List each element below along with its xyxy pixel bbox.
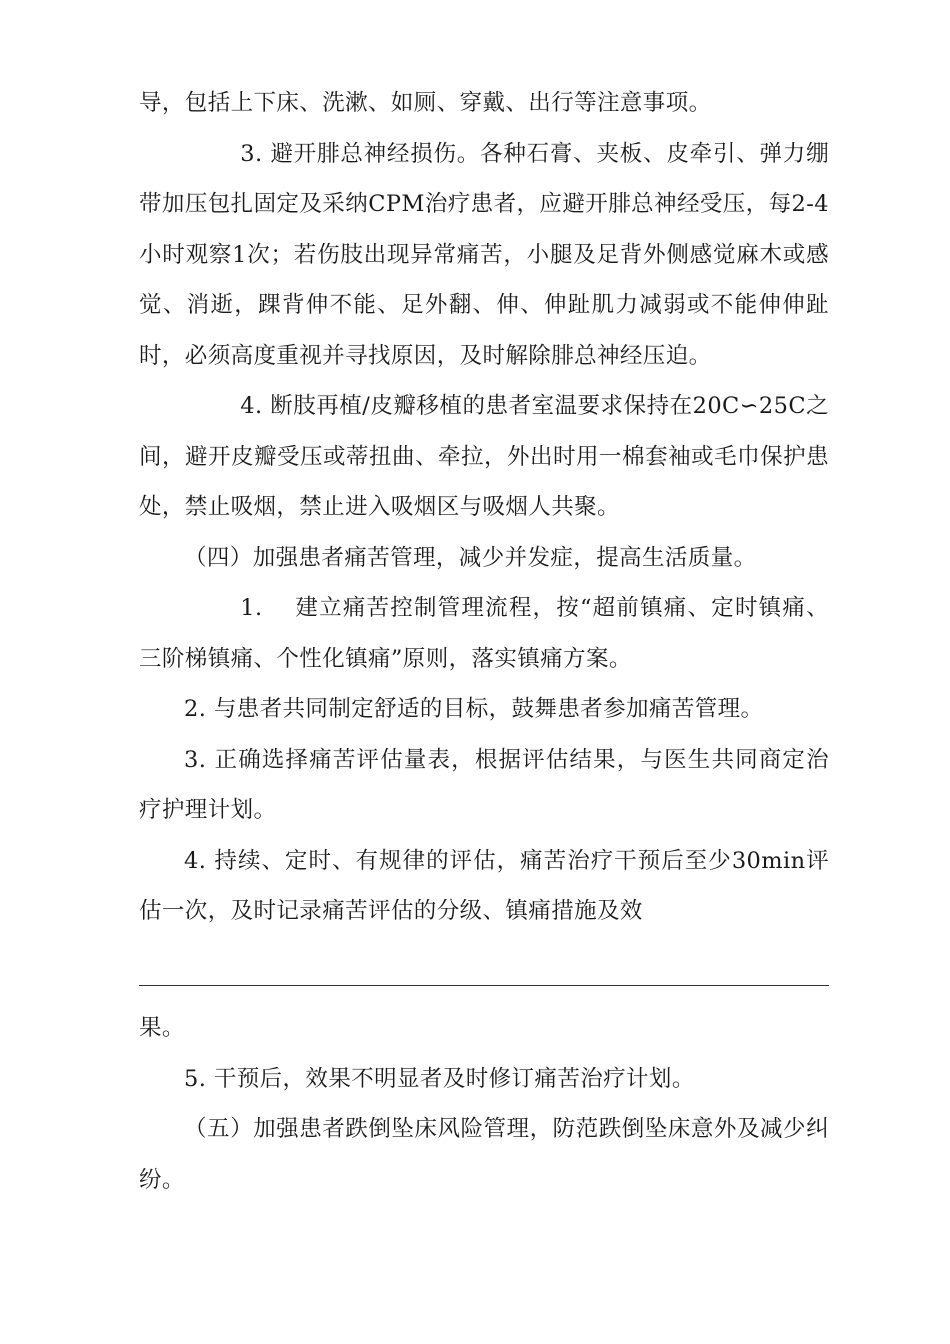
paragraph-item-2: 2. 与患者共同制定舒适的目标，鼓舞患者参加痛苦管理。 [184,696,764,722]
section-heading-4: （四）加强患者痛苦管理，减少并发症，提高生活质量。 [184,544,757,571]
paragraph-continuation: 导，包括上下床、洗漱、如厕、穿戴、出行等注意事项。 [139,90,712,116]
text-block-bottom [139,1003,829,1205]
page-break-rule [139,985,829,986]
text-block-top [139,78,829,937]
paragraph-continuation-2: 果。 [139,1015,185,1041]
paragraph-item-5: 5. 干预后，效果不明显者及时修订痛苦治疗计划。 [184,1065,695,1092]
section-heading-5: （五）加强患者跌倒坠床风险管理，防范跌倒坠床意外及减少纠纷。 [139,1116,829,1193]
paragraph-item-4: 4. 断肢再植/皮瓣移植的患者室温要求保持在20C∽25C之间，避开皮瓣受压或蒂扭曲、牵拉，外出时用一棉套袖或毛巾保护患处，禁止吸烟，禁止进入吸烟区与吸烟人共聚。 [139,393,829,520]
paragraph-item-1: 1. 建立痛苦控制管理流程，按“超前镇痛、定时镇痛、三阶梯镇痛、个性化镇痛”原则，落实镇痛方案。 [139,595,829,672]
paragraph-item-4b: 4. 持续、定时、有规律的评估，痛苦治疗干预后至少30min评估一次，及时记录痛苦评估的分级、镇痛措施及效 [139,847,829,924]
paragraph-item-3: 3. 避开腓总神经损伤。各种石膏、夹板、皮牵引、弹力绷带加压包扎固定及采纳CPM治疗患者，应避开腓总神经受压，每2-4小时观察1次；若伤肢出现异常痛苦，小腿及足背外侧感觉麻木或感觉、消逝，踝背伸不能、足外翻、伸、伸趾肌力减弱或不能伸伸趾时，必须高度重视并寻找原因，及时解除腓总神经压迫。 [139,140,829,369]
paragraph-item-3b: 3. 正确选择痛苦评估量表，根据评估结果，与医生共同商定治疗护理计划。 [139,746,829,823]
